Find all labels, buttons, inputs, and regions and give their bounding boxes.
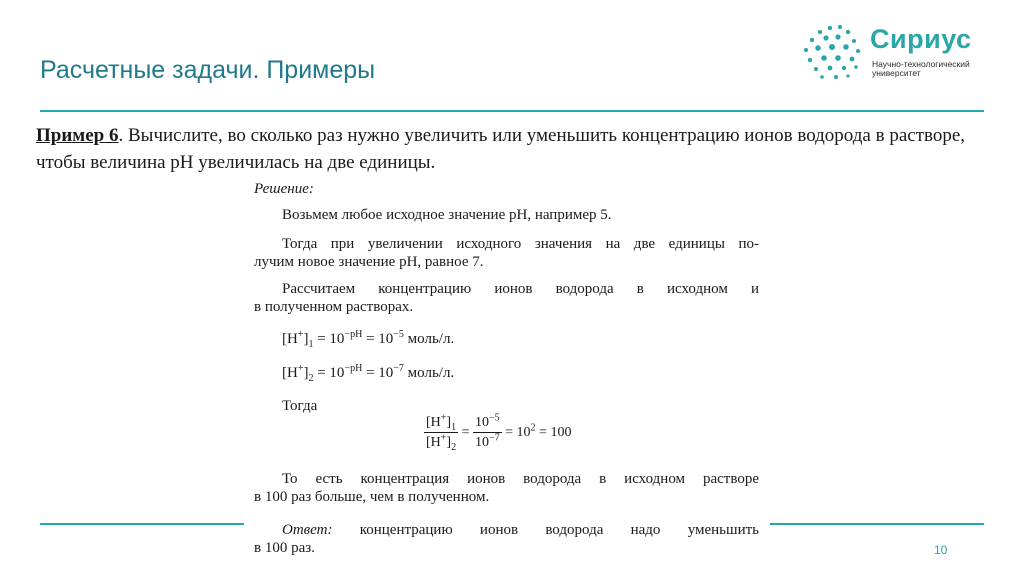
equation-h2: $[H^+]_2 = 10^{-pH} = 10^{-7}$ моль/л. xyxy=(282,363,455,384)
problem-statement xyxy=(36,122,986,176)
fraction-concentrations: $\frac{[H^+]_1}{[H^+]_2}$ xyxy=(426,412,457,453)
solution-heading: Решение: xyxy=(254,181,314,197)
solution-paragraph-line: То есть концентрация ионов водорода в исходном растворе xyxy=(282,471,759,487)
solution-paragraph: Возьмем любое исходное значение pH, например 5. xyxy=(282,207,612,223)
answer-label: Ответ: xyxy=(282,522,333,538)
footer-divider-right xyxy=(770,523,984,525)
problem-label: Пример 6 xyxy=(36,125,119,146)
answer-line: в 100 раз. xyxy=(254,540,315,556)
solution-paragraph-line: лучим новое значение pH, равное 7. xyxy=(254,254,484,270)
solution-paragraph-line: в полученном растворах. xyxy=(254,299,414,315)
fraction-powers: $\frac{10^{-5}}{10^{-7}}$ xyxy=(475,412,500,450)
then-text: Тогда xyxy=(282,398,318,414)
answer-line: Ответ: концентрацию ионов водорода надо уменьшить xyxy=(282,522,759,538)
page-title: Расчетные задачи. Примеры xyxy=(40,56,376,84)
logo-subtitle: Научно-технологический университет xyxy=(872,59,970,78)
ratio-equation: $\frac{[H^+]_1}{[H^+]_2}$ = $\frac{10^{-5}}{10^{-7}}$ = $10^2 = 100$ xyxy=(426,412,572,453)
solution-paragraph-line: в 100 раз больше, чем в полученном. xyxy=(254,489,490,505)
page-number: 10 xyxy=(934,543,948,557)
equation-h1: $[H^+]_1 = 10^{-pH} = 10^{-5}$ моль/л. xyxy=(282,329,455,350)
dot-cluster-icon xyxy=(800,22,864,84)
solution-paragraph-line: Тогда при увеличении исходного значения на две единицы по- xyxy=(282,236,759,252)
solution-paragraph-line: Рассчитаем концентрацию ионов водорода в исходном и xyxy=(282,281,759,297)
logo-name: Сириус xyxy=(870,24,972,54)
problem-text: . Вычислите, во сколько раз нужно увеличить или уменьшить концентрацию ионов водорода в растворе, чтобы величина pH увеличилась на две единицы. xyxy=(36,125,966,173)
sirius-logo xyxy=(800,22,1000,84)
header-divider xyxy=(40,110,984,112)
footer-divider-left xyxy=(40,523,244,525)
